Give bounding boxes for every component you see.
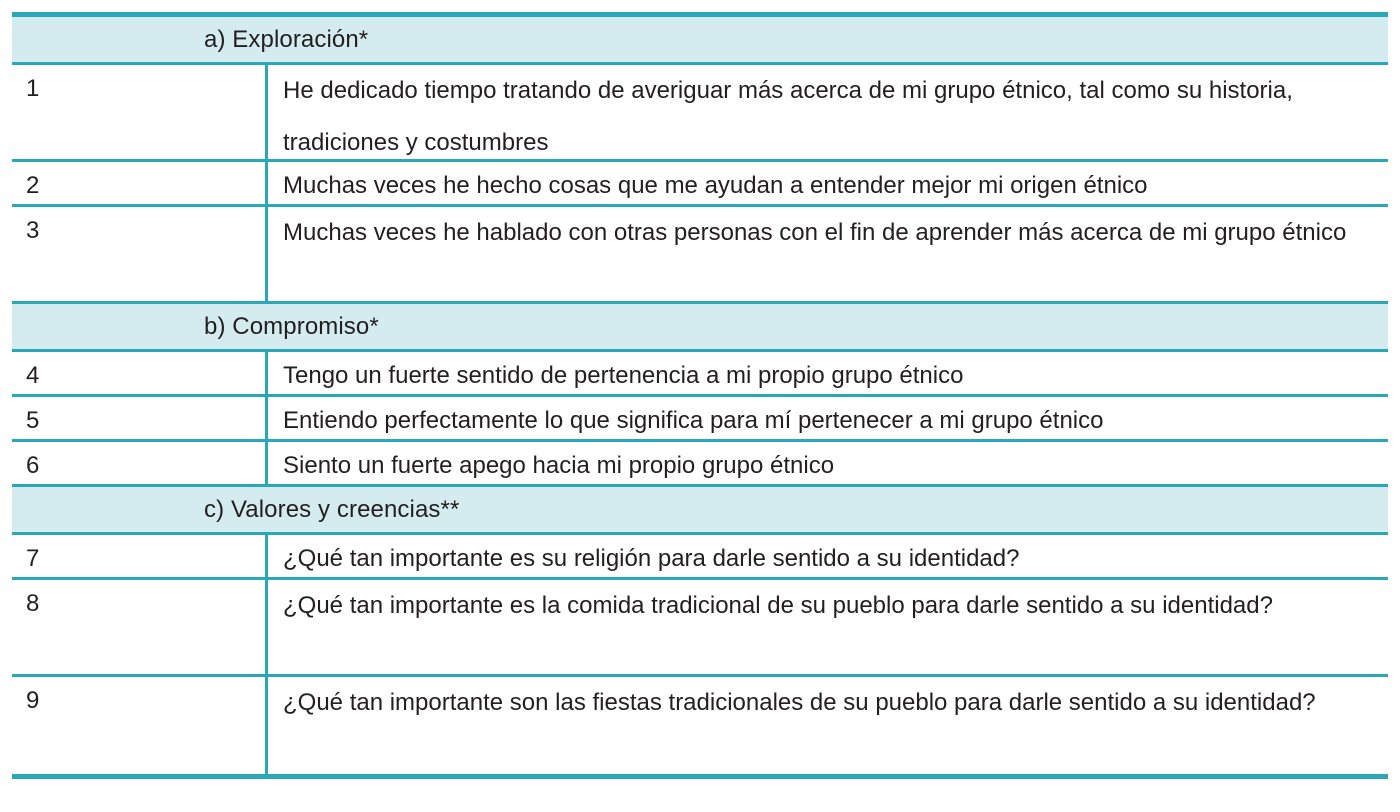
item-number: 2: [12, 162, 268, 204]
item-text: Muchas veces he hecho cosas que me ayudan a entender mejor mi origen étnico: [283, 172, 1148, 199]
item-number: 9: [12, 677, 268, 774]
section-header-valores: [12, 487, 1388, 535]
table-row: [12, 677, 1388, 774]
table-row: [12, 442, 1388, 487]
table-row: [12, 580, 1388, 677]
ethnic-identity-table: [12, 12, 1388, 779]
table-row: [12, 535, 1388, 580]
item-text: Tengo un fuerte sentido de pertenencia a mi propio grupo étnico: [283, 362, 964, 389]
item-number: 6: [12, 442, 268, 484]
item-number: 4: [12, 352, 268, 394]
table-row: [12, 207, 1388, 304]
item-number: 5: [12, 397, 268, 439]
table-row: [12, 397, 1388, 442]
item-text: ¿Qué tan importante es su religión para darle sentido a su identidad?: [283, 545, 1020, 572]
item-text: ¿Qué tan importante son las fiestas tradicionales de su pueblo para darle sentido a su identidad?: [283, 689, 1316, 716]
section-title: a) Exploración*: [204, 25, 369, 53]
table-row: [12, 162, 1388, 207]
item-number: 1: [12, 65, 268, 159]
item-text: ¿Qué tan importante es la comida tradicional de su pueblo para darle sentido a su identidad?: [283, 592, 1273, 619]
section-title: b) Compromiso*: [204, 312, 379, 340]
section-header-exploracion: [12, 17, 1388, 65]
item-text: Muchas veces he hablado con otras personas con el fin de aprender más acerca de mi grupo étnico: [283, 219, 1347, 246]
item-number: 7: [12, 535, 268, 577]
item-number: 8: [12, 580, 268, 674]
section-title: c) Valores y creencias**: [204, 495, 460, 523]
section-header-compromiso: [12, 304, 1388, 352]
item-number: 3: [12, 207, 268, 301]
item-text: He dedicado tiempo tratando de averiguar más acerca de mi grupo étnico, tal como su historia, tradiciones y costumbres: [283, 77, 1293, 156]
item-text: Entiendo perfectamente lo que significa para mí pertenecer a mi grupo étnico: [283, 407, 1104, 434]
item-text: Siento un fuerte apego hacia mi propio grupo étnico: [283, 452, 835, 479]
table-row: [12, 65, 1388, 162]
table-row: [12, 352, 1388, 397]
